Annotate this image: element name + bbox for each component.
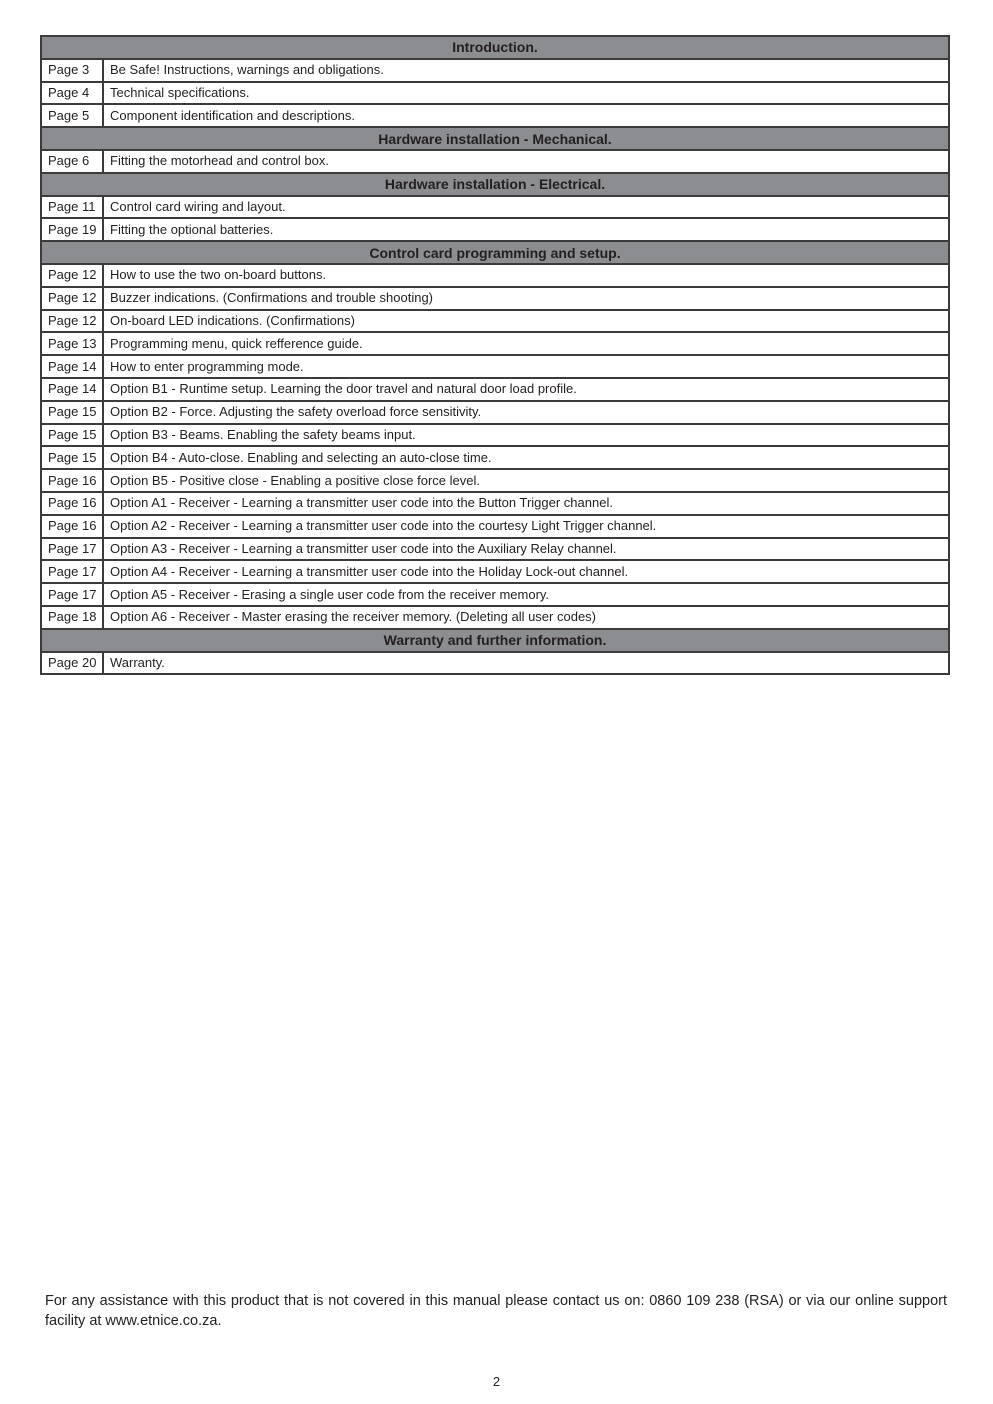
- table-row: [41, 538, 949, 561]
- topic-description-cell: On-board LED indications. (Confirmations): [103, 310, 949, 333]
- section-header-row: [41, 36, 949, 59]
- table-row: [41, 355, 949, 378]
- page-ref-cell: Page 5: [41, 104, 103, 127]
- page-ref-cell: Page 17: [41, 583, 103, 606]
- page-number: 2: [492, 1374, 501, 1389]
- page-ref-cell: Page 13: [41, 332, 103, 355]
- page-ref-cell: Page 15: [41, 446, 103, 469]
- section-header-row: [41, 127, 949, 150]
- page-ref-cell: Page 19: [41, 218, 103, 241]
- table-row: [41, 560, 949, 583]
- page-ref-cell: Page 20: [41, 652, 103, 675]
- page-ref-cell: Page 11: [41, 196, 103, 219]
- page-ref-cell: Page 16: [41, 469, 103, 492]
- section-title: Introduction.: [41, 36, 949, 59]
- topic-description-cell: Fitting the motorhead and control box.: [103, 150, 949, 173]
- table-row: [41, 196, 949, 219]
- topic-description-cell: Option B2 - Force. Adjusting the safety overload force sensitivity.: [103, 401, 949, 424]
- topic-description-cell: Warranty.: [103, 652, 949, 675]
- toc-body: [41, 36, 949, 674]
- section-title: Control card programming and setup.: [41, 241, 949, 264]
- table-row: [41, 492, 949, 515]
- topic-description-cell: Option B5 - Positive close - Enabling a positive close force level.: [103, 469, 949, 492]
- topic-description-cell: Option A6 - Receiver - Master erasing the receiver memory. (Deleting all user codes): [103, 606, 949, 629]
- table-row: [41, 82, 949, 105]
- page-ref-cell: Page 12: [41, 310, 103, 333]
- table-row: [41, 104, 949, 127]
- topic-description-cell: Technical specifications.: [103, 82, 949, 105]
- page-ref-cell: Page 12: [41, 287, 103, 310]
- section-title: Warranty and further information.: [41, 629, 949, 652]
- topic-description-cell: Buzzer indications. (Confirmations and trouble shooting): [103, 287, 949, 310]
- page-ref-cell: Page 4: [41, 82, 103, 105]
- table-row: [41, 606, 949, 629]
- section-title: Hardware installation - Electrical.: [41, 173, 949, 196]
- table-row: [41, 515, 949, 538]
- topic-description-cell: Option A1 - Receiver - Learning a transmitter user code into the Button Trigger channel.: [103, 492, 949, 515]
- topic-description-cell: Control card wiring and layout.: [103, 196, 949, 219]
- page-ref-cell: Page 17: [41, 560, 103, 583]
- table-row: [41, 287, 949, 310]
- section-header-row: [41, 241, 949, 264]
- table-row: [41, 424, 949, 447]
- topic-description-cell: Option B3 - Beams. Enabling the safety beams input.: [103, 424, 949, 447]
- page-ref-cell: Page 16: [41, 492, 103, 515]
- topic-description-cell: How to enter programming mode.: [103, 355, 949, 378]
- table-row: [41, 218, 949, 241]
- topic-description-cell: Option A3 - Receiver - Learning a transmitter user code into the Auxiliary Relay channel.: [103, 538, 949, 561]
- table-row: [41, 59, 949, 82]
- page-ref-cell: Page 16: [41, 515, 103, 538]
- table-row: [41, 446, 949, 469]
- page-ref-cell: Page 12: [41, 264, 103, 287]
- topic-description-cell: Option A4 - Receiver - Learning a transmitter user code into the Holiday Lock-out channel.: [103, 560, 949, 583]
- table-row: [41, 150, 949, 173]
- page-ref-cell: Page 15: [41, 424, 103, 447]
- topic-description-cell: Be Safe! Instructions, warnings and obligations.: [103, 59, 949, 82]
- table-row: [41, 264, 949, 287]
- topic-description-cell: Option B4 - Auto-close. Enabling and selecting an auto-close time.: [103, 446, 949, 469]
- topic-description-cell: Option B1 - Runtime setup. Learning the door travel and natural door load profile.: [103, 378, 949, 401]
- table-row: [41, 332, 949, 355]
- topic-description-cell: Component identification and descriptions.: [103, 104, 949, 127]
- topic-description-cell: Option A5 - Receiver - Erasing a single user code from the receiver memory.: [103, 583, 949, 606]
- topic-description-cell: Option A2 - Receiver - Learning a transmitter user code into the courtesy Light Trigger channel.: [103, 515, 949, 538]
- table-row: [41, 583, 949, 606]
- page-ref-cell: Page 18: [41, 606, 103, 629]
- section-title: Hardware installation - Mechanical.: [41, 127, 949, 150]
- table-row: [41, 469, 949, 492]
- table-of-contents: [40, 35, 950, 675]
- table-row: [41, 652, 949, 675]
- page-ref-cell: Page 17: [41, 538, 103, 561]
- topic-description-cell: Fitting the optional batteries.: [103, 218, 949, 241]
- page-ref-cell: Page 14: [41, 355, 103, 378]
- section-header-row: [41, 173, 949, 196]
- page-ref-cell: Page 3: [41, 59, 103, 82]
- page-ref-cell: Page 14: [41, 378, 103, 401]
- page-ref-cell: Page 6: [41, 150, 103, 173]
- topic-description-cell: How to use the two on-board buttons.: [103, 264, 949, 287]
- topic-description-cell: Programming menu, quick refference guide.: [103, 332, 949, 355]
- section-header-row: [41, 629, 949, 652]
- assistance-note: For any assistance with this product that is not covered in this manual please contact us on: 0860 109 238 (RSA) or via our online support facility at www.etnice.co.za.: [45, 1293, 947, 1329]
- page-ref-cell: Page 15: [41, 401, 103, 424]
- table-row: [41, 310, 949, 333]
- table-row: [41, 401, 949, 424]
- table-row: [41, 378, 949, 401]
